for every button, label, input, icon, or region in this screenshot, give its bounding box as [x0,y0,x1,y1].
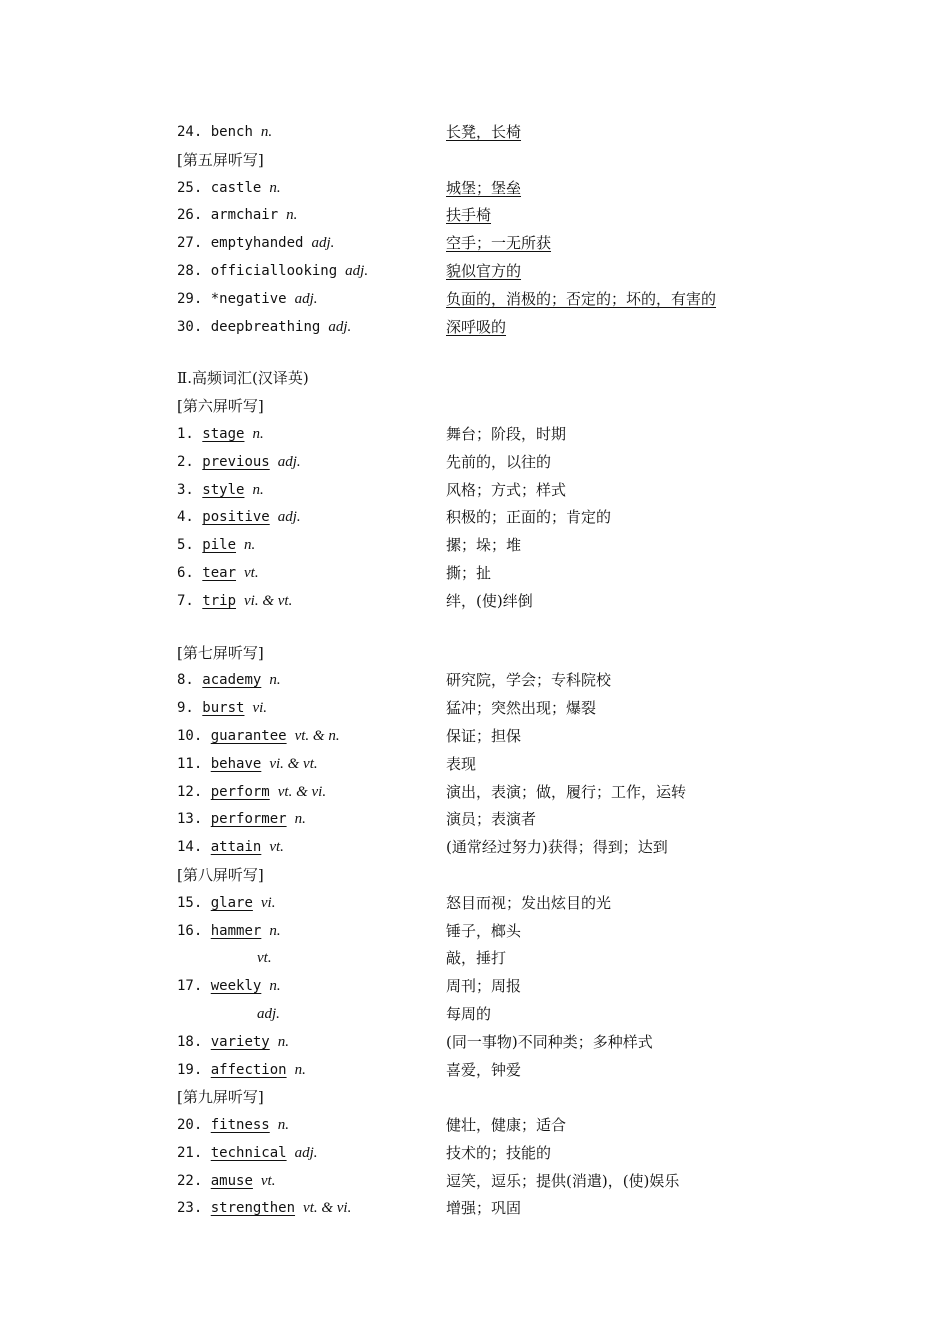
entry-word: emptyhanded [210,235,304,252]
vocab-entry [177,751,318,779]
vocab-entry [177,560,259,588]
vocab-entry [177,890,275,918]
group9-header-row [177,1084,817,1112]
entry-word: performer [210,811,287,828]
vocab-row [177,751,817,779]
entry-word: deepbreathing [210,318,321,335]
entry-number: 24. [177,124,203,140]
vocab-entry [177,1140,318,1168]
vocab-entry [177,1195,351,1223]
entry-word: style [202,481,245,498]
part-of-speech: vt. & n. [294,727,340,744]
entry-word: glare [210,894,253,911]
entry-word: fitness [210,1117,270,1134]
entry-word: variety [210,1033,270,1050]
vocab-row [177,1140,817,1168]
vocab-row [177,723,817,751]
entry-meaning: (通常经过努力)获得；得到；达到 [446,838,668,857]
vocab-entry [177,667,281,695]
part-of-speech: n. [252,481,264,498]
entry-number: 4. [177,509,194,526]
entry-number: 16. [177,922,203,939]
entry-number: 20. [177,1117,203,1134]
vocab-entry [177,421,264,449]
part1-list [177,119,817,341]
entry-word: previous [202,453,270,470]
entry-meaning: 猛冲；突然出现；爆裂 [446,699,597,718]
entry-number: 14. [177,839,203,856]
part-of-speech: vi. & vt. [244,592,293,609]
entry-meaning: 舞台；阶段，时期 [446,424,567,443]
entry-meaning: 敲，捶打 [446,949,507,968]
part-of-speech: adj. [294,1144,318,1161]
entry-number: 30. [177,318,203,335]
vocab-entry [177,449,301,477]
vocab-row [177,202,817,230]
entry-number: 11. [177,755,203,772]
vocab-entry [177,1029,289,1057]
entry-number: 22. [177,1172,203,1189]
vocab-row [177,314,817,342]
vocab-entry [177,806,306,834]
part-of-speech: vt. [257,950,272,967]
vocab-row [177,695,817,723]
vocab-row [177,175,817,203]
vocab-entry [177,779,326,807]
entry-word: amuse [210,1172,253,1189]
entry-meaning: 健壮，健康；适合 [446,1116,567,1135]
part-of-speech: vt. [244,564,259,581]
entry-number: 26. [177,207,203,224]
vocab-entry [177,504,301,532]
entry-meaning: 表现 [446,754,477,773]
entry-word: behave [210,755,262,772]
vocab-row [177,890,817,918]
entry-number: 6. [177,564,194,581]
part-of-speech: vi. & vt. [269,755,318,772]
vocab-row [177,560,817,588]
entry-meaning: 演员；表演者 [446,810,537,829]
part-of-speech: vt. & vi. [303,1200,352,1217]
vocab-row [177,258,817,286]
entry-word: trip [202,592,237,609]
entry-meaning: 先前的，以往的 [446,452,552,471]
vocab-entry [177,1001,280,1029]
part-of-speech: adj. [345,262,369,279]
entry-number: 12. [177,783,203,800]
vocab-entry [177,945,272,973]
vocab-row [177,119,817,147]
entry-word: academy [202,672,262,689]
vocab-row [177,973,817,1001]
entry-meaning: 技术的；技能的 [446,1143,552,1162]
vocab-row [177,1168,817,1196]
vocab-entry [177,588,292,616]
vocab-row [177,532,817,560]
vocab-entry [177,119,272,147]
entry-word: officiallooking [210,262,338,279]
entry-meaning: 逗笑，逗乐；提供(消遣)，(使)娱乐 [446,1171,680,1190]
entry-number: 7. [177,592,194,609]
entry-meaning: 空手；一无所获 [446,234,552,253]
vocab-row [177,504,817,532]
vocab-entry [177,258,368,286]
entry-number: 3. [177,481,194,498]
part-of-speech: adj. [257,1005,280,1022]
vocab-row [177,588,817,616]
entry-word: perform [210,783,270,800]
part-of-speech: adj. [328,318,352,335]
entry-meaning: 负面的，消极的；否定的；坏的，有害的 [446,289,717,308]
part-of-speech: n. [294,811,306,828]
group6-header-row [177,393,817,421]
part-of-speech: n. [277,1033,289,1050]
vocab-entry [177,695,267,723]
part-of-speech: adj. [277,509,301,526]
group7-header-row [177,640,817,668]
vocab-row [177,449,817,477]
entry-meaning: 长凳，长椅 [446,123,522,141]
section-title-row [177,365,817,393]
group6-list [177,421,817,616]
vocab-entry [177,532,255,560]
part-of-speech: vt. & vi. [277,783,327,800]
group8-header-row [177,862,817,890]
vocab-entry [177,286,318,314]
entry-number: 17. [177,978,203,995]
group-header: [第八屏听写] [177,865,264,884]
entry-word: affection [210,1061,287,1078]
entry-meaning: 研究院，学会；专科院校 [446,671,612,690]
group-header-row [177,147,817,175]
entry-word: positive [202,509,270,526]
vocab-row [177,779,817,807]
entry-word: technical [210,1144,287,1161]
vocab-row [177,286,817,314]
entry-number: 28. [177,262,203,279]
entry-meaning: 貌似官方的 [446,261,522,280]
part-of-speech: n. [260,124,273,140]
entry-word: strengthen [210,1200,296,1217]
group-header: [第六屏听写] [177,397,264,416]
entry-meaning: 扶手椅 [446,206,492,225]
entry-meaning: 怒目而视；发出炫目的光 [446,893,612,912]
vocab-row [177,1001,817,1029]
part-of-speech: vt. [260,1172,276,1189]
group9-list [177,1112,817,1223]
vocab-entry [177,723,340,751]
part-of-speech: n. [244,537,256,554]
entry-word: hammer [210,922,262,939]
vocab-entry [177,175,281,203]
entry-meaning: 每周的 [446,1004,492,1023]
vocab-row [177,1057,817,1085]
part-of-speech: n. [294,1061,306,1078]
part-of-speech: adj. [311,235,335,252]
vocab-entry [177,973,281,1001]
vocab-row [177,477,817,505]
entry-number: 23. [177,1200,203,1217]
entry-word: tear [202,564,237,581]
entry-meaning: 摞；垛；堆 [446,536,522,555]
vocab-entry [177,1168,275,1196]
entry-number: 19. [177,1061,203,1078]
entry-meaning: 撕；扯 [446,563,492,582]
entry-word: armchair [210,207,279,224]
part-of-speech: adj. [294,290,318,307]
vocab-row [177,1029,817,1057]
vocab-entry [177,918,281,946]
entry-number: 9. [177,700,194,717]
group-header: [第五屏听写] [177,150,264,169]
group-header: [第九屏听写] [177,1088,264,1107]
group8-list [177,890,817,1085]
vocab-row [177,834,817,862]
entry-meaning: 锤子，榔头 [446,921,522,940]
vocab-row [177,1112,817,1140]
entry-meaning: 保证；担保 [446,726,522,745]
entry-meaning: 城堡；堡垒 [446,178,522,197]
entry-word: castle [210,179,262,196]
entry-number: 29. [177,290,203,307]
entry-word: bench [210,124,253,140]
vocab-row [177,945,817,973]
vocab-row [177,230,817,258]
entry-word: weekly [210,978,262,995]
entry-meaning: (同一事物)不同种类；多种样式 [446,1032,653,1051]
vocab-row [177,1195,817,1223]
vocab-entry [177,477,264,505]
entry-meaning: 风格；方式；样式 [446,480,567,499]
part-of-speech: vi. [252,700,268,717]
entry-word: stage [202,425,245,442]
entry-number: 13. [177,811,203,828]
vocab-row [177,667,817,695]
part-of-speech: n. [269,672,281,689]
group-header: [第七屏听写] [177,643,264,662]
vocab-row [177,806,817,834]
entry-number: 15. [177,894,203,911]
entry-word: *negative [210,290,287,307]
entry-number: 8. [177,672,194,689]
section-title: Ⅱ.高频词汇(汉译英) [177,369,309,388]
part-of-speech: n. [269,179,281,196]
entry-meaning: 周刊；周报 [446,977,522,996]
vocab-entry [177,314,351,342]
entry-number: 2. [177,453,194,470]
vocabulary-page [177,119,817,1223]
entry-number: 10. [177,727,203,744]
entry-number: 21. [177,1144,203,1161]
part-of-speech: n. [252,425,264,442]
vocab-row [177,421,817,449]
part-of-speech: n. [269,978,281,995]
entry-meaning: 喜爱，钟爱 [446,1060,522,1079]
entry-word: burst [202,700,245,717]
part-of-speech: n. [269,922,281,939]
entry-number: 18. [177,1033,203,1050]
part-of-speech: n. [277,1117,289,1134]
entry-number: 27. [177,235,203,252]
entry-number: 5. [177,537,194,554]
entry-meaning: 增强；巩固 [446,1199,522,1218]
vocab-entry [177,1112,289,1140]
entry-word: attain [210,839,262,856]
part-of-speech: vt. [269,839,284,856]
entry-word: guarantee [210,727,287,744]
vocab-entry [177,202,297,230]
part-of-speech: n. [286,207,298,224]
entry-word: pile [202,537,237,554]
entry-number: 25. [177,179,203,196]
vocab-entry [177,1057,306,1085]
vocab-entry [177,230,334,258]
entry-meaning: 积极的；正面的；肯定的 [446,508,612,527]
group7-list [177,667,817,862]
entry-number: 1. [177,425,194,442]
entry-meaning: 绊，(使)绊倒 [446,591,533,610]
part-of-speech: adj. [277,453,301,470]
entry-meaning: 演出，表演；做，履行；工作，运转 [446,782,687,801]
entry-meaning: 深呼吸的 [446,317,507,336]
vocab-entry [177,834,284,862]
part-of-speech: vi. [260,894,276,911]
vocab-row [177,918,817,946]
